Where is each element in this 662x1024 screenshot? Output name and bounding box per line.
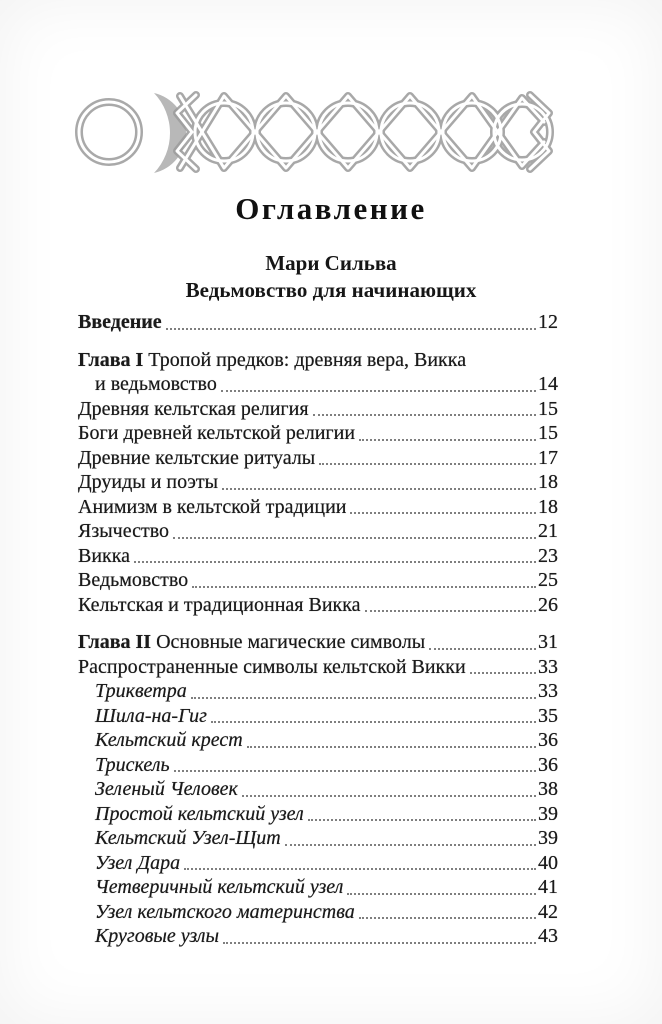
toc-page-number: 23 (538, 544, 558, 567)
toc-entry (78, 470, 558, 495)
toc-dot-leader (308, 819, 536, 821)
toc-entry-label: Четверичный кельтский узел (95, 876, 344, 898)
toc-chapter-label: Глава I (78, 348, 149, 371)
toc-entry (78, 310, 558, 335)
toc-dot-leader (173, 537, 536, 539)
toc-entry (78, 826, 558, 851)
toc-dot-leader (365, 610, 536, 612)
toc-page-number: 26 (538, 593, 558, 616)
toc-dot-leader (174, 770, 536, 772)
toc-page-number: 17 (538, 446, 558, 469)
toc-dot-leader (191, 697, 536, 699)
page-title: Оглавление (235, 191, 427, 226)
toc-entry (78, 851, 558, 876)
toc-entry-label: Кельтский Узел-Щит (95, 827, 281, 849)
toc-entry-label: Анимизм в кельтской традиции (78, 495, 347, 518)
toc-dot-leader (247, 746, 536, 748)
toc-entry (78, 704, 558, 729)
toc-entry-label: Язычество (78, 520, 170, 542)
toc-entry (78, 728, 558, 753)
toc-page-number: 18 (538, 495, 558, 518)
toc-page-number: 42 (538, 900, 558, 923)
toc-entry (78, 802, 558, 827)
toc-entry (78, 397, 558, 422)
book-title: Ведьмовство для начинающих (185, 278, 477, 302)
toc-page-number: 39 (538, 802, 558, 825)
celtic-knot-band-icon (74, 86, 556, 176)
toc-dot-leader (285, 844, 536, 846)
toc-page-number: 36 (538, 753, 558, 776)
toc-dot-leader (470, 672, 536, 674)
toc-dot-leader (359, 439, 536, 441)
toc-entry (78, 679, 558, 704)
toc-entry-label: Распространенные символы кельтской Викки (78, 655, 466, 678)
toc-entry-label: Кельтский крест (95, 729, 243, 751)
toc-page-number: 41 (538, 876, 558, 898)
toc-entry (78, 348, 558, 373)
toc-page-number: 33 (538, 655, 558, 678)
toc-page-number: 43 (538, 925, 558, 947)
toc-dot-leader (223, 942, 536, 944)
toc-entry (78, 372, 558, 397)
book-header (0, 250, 662, 304)
toc-entry (78, 900, 558, 925)
toc-entry-label: Ведьмовство (78, 569, 189, 591)
toc-page-number: 33 (538, 680, 558, 702)
toc-entry (78, 875, 558, 900)
toc-entry-label: Узел Дара (95, 851, 181, 874)
toc-chapter-label: Глава II (78, 631, 157, 653)
toc-page-number: 12 (538, 311, 558, 333)
toc-page-number: 14 (538, 373, 558, 395)
toc-entry (78, 593, 558, 618)
author-name: Мари Сильва (265, 251, 397, 275)
toc-entry-label: Кельтская и традиционная Викка (78, 593, 361, 616)
toc-entry-label: Боги древней кельтской религии (78, 422, 356, 444)
toc-entry-label: Друиды и поэты (78, 471, 219, 493)
toc-dot-leader (221, 390, 536, 392)
toc-entry (78, 519, 558, 544)
toc-entry (78, 446, 558, 471)
toc-page-number: 21 (538, 520, 558, 542)
toc-dot-leader (347, 893, 536, 895)
toc-dot-leader (242, 795, 536, 797)
toc-entry (78, 495, 558, 520)
toc-page-number: 36 (538, 729, 558, 751)
toc-entry-label: Трикветра (95, 680, 187, 702)
toc-entry (78, 568, 558, 593)
toc-entry-label: Круговые узлы (95, 925, 219, 947)
toc-entry (78, 544, 558, 569)
toc-dot-leader (313, 414, 536, 416)
toc-page-number: 40 (538, 851, 558, 874)
toc-page-number: 15 (538, 422, 558, 444)
toc-page-number: 25 (538, 569, 558, 591)
toc-dot-leader (184, 868, 536, 870)
toc-page-number: 38 (538, 778, 558, 800)
toc-entry-label: Глава II Основные магические символы (78, 631, 426, 653)
toc-entry-label: Зеленый Человек (95, 778, 238, 800)
toc-dot-leader (222, 488, 536, 490)
toc-dot-leader (166, 328, 536, 330)
toc-entry (78, 924, 558, 949)
toc-dot-leader (134, 561, 536, 563)
toc-entry (78, 630, 558, 655)
toc-page-number: 39 (538, 827, 558, 849)
toc-entry-label: Древняя кельтская религия (78, 397, 309, 420)
toc-page-number: 31 (538, 631, 558, 653)
toc-entry-label: Шила-на-Гиг (95, 704, 207, 727)
toc-entry (78, 655, 558, 680)
toc-entry (78, 421, 558, 446)
toc-entry-label: Узел кельтского материнства (95, 900, 355, 923)
toc-dot-leader (429, 648, 536, 650)
toc-dot-leader (350, 512, 536, 514)
toc-entry-label: и ведьмовство (95, 373, 217, 395)
toc-page-number: 35 (538, 704, 558, 727)
toc-dot-leader (359, 917, 536, 919)
toc-dot-leader (319, 463, 536, 465)
table-of-contents (78, 310, 558, 949)
toc-entry-label: Древние кельтские ритуалы (78, 446, 316, 469)
toc-entry-label: Глава I Тропой предков: древняя вера, Викка (78, 348, 467, 371)
toc-page-number: 15 (538, 397, 558, 420)
toc-entry-label: Трискель (95, 753, 170, 776)
toc-entry (78, 777, 558, 802)
toc-entry-label: Викка (78, 544, 131, 567)
toc-entry-label: Введение (78, 311, 162, 333)
toc-entry-label: Простой кельтский узел (95, 802, 304, 825)
toc-dot-leader (211, 721, 536, 723)
toc-entry (78, 753, 558, 778)
toc-page-number: 18 (538, 471, 558, 493)
toc-dot-leader (192, 586, 536, 588)
